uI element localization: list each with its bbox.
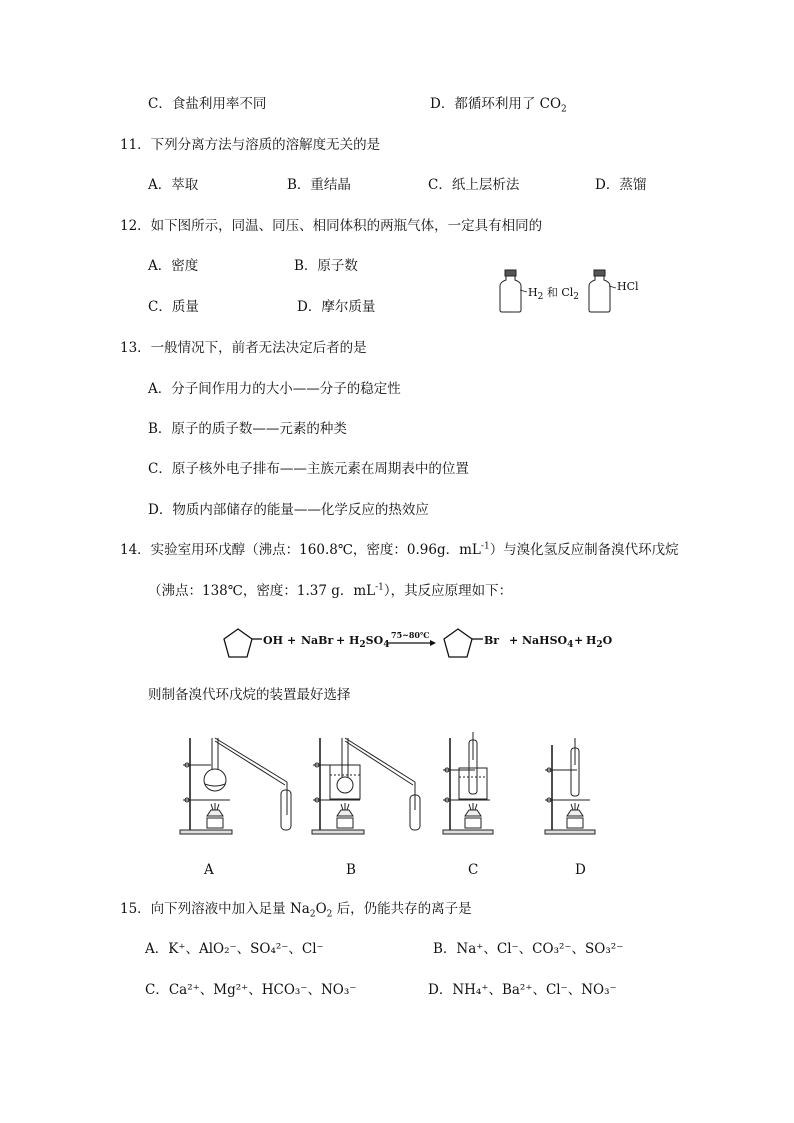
q13-option-c: C．原子核外电子排布——主族元素在周期表中的位置 [148, 461, 469, 477]
rxn-condition: 75~80℃ [391, 630, 430, 640]
rxn-nahso4: NaHSO$_4$ [522, 634, 574, 651]
apparatus-label-b: B [346, 862, 356, 878]
q11-option-a: A．萃取 [148, 177, 199, 193]
apparatus-b [312, 738, 420, 834]
apparatus-d [545, 738, 595, 834]
q11-option-d: D．蒸馏 [595, 177, 647, 193]
rxn-nabr: NaBr [301, 634, 334, 647]
q15-stem: 15．向下列溶液中加入足量 $Na_2O_2$ 后，仍能共存的离子是 [120, 901, 472, 920]
q13-option-b: B．原子的质子数——元素的种类 [148, 421, 347, 437]
rxn-oh: OH [263, 634, 283, 647]
bottle1-label: $H_2$ 和 $Cl_2$ [528, 286, 579, 303]
rxn-plus-1: + [287, 634, 297, 647]
apparatus-a [180, 738, 291, 834]
q14-stem-line1: 14．实验室用环戊醇（沸点：160.8℃，密度：0.96g．$mL^{-1}$）与溴化氢反应制备溴代环戊烷 [120, 541, 679, 558]
q15-option-b: B．Na⁺、Cl⁻、CO₃²⁻、SO₃²⁻ [433, 941, 624, 957]
q12-option-b: B．原子数 [294, 258, 358, 274]
q15-option-c: C．Ca²⁺、Mg²⁺、HCO₃⁻、NO₃⁻ [145, 982, 357, 998]
q11-stem: 11．下列分离方法与溶质的溶解度无关的是 [120, 137, 381, 153]
q12-option-c: C．质量 [148, 299, 199, 315]
bottle-h2-cl2 [500, 270, 521, 312]
bromocyclopentane-ring-icon [440, 625, 490, 665]
q14-stem-line2: （沸点：138℃，密度：1.37 g．$mL^{-1}$），其反应原理如下： [148, 582, 513, 599]
apparatus-c [443, 732, 493, 834]
reaction-arrow-icon [386, 638, 436, 648]
q11-option-b: B．重结晶 [287, 177, 351, 193]
q12-option-a: A．密度 [148, 258, 199, 274]
q13-option-a: A．分子间作用力的大小——分子的稳定性 [148, 381, 401, 397]
q13-option-d: D．物质内部储存的能量——化学反应的热效应 [148, 502, 429, 518]
q13-stem: 13．一般情况下，前者无法决定后者的是 [120, 340, 367, 356]
rxn-plus-3: + [509, 634, 519, 647]
q10-option-d: D．都循环利用了 $CO_2$ [430, 96, 567, 115]
q12-stem: 12．如下图所示，同温、同压、相同体积的两瓶气体，一定具有相同的 [120, 218, 543, 234]
rxn-plus-4: + [574, 634, 584, 647]
rxn-br: Br [484, 634, 500, 647]
q10-option-c: C．食盐利用率不同 [148, 96, 267, 112]
apparatus-label-a: A [204, 862, 214, 878]
q15-option-d: D．NH₄⁺、Ba²⁺、Cl⁻、NO₃⁻ [428, 982, 617, 998]
apparatus-label-d: D [575, 862, 586, 878]
bottle2-label: HCl [617, 280, 639, 293]
q15-option-a: A．K⁺、AlO₂⁻、SO₄²⁻、Cl⁻ [145, 941, 324, 957]
apparatus-label-c: C [468, 862, 479, 878]
rxn-h2so4: $H_2SO_4$ [349, 634, 390, 651]
q14-prompt: 则制备溴代环戊烷的装置最好选择 [148, 687, 351, 703]
rxn-plus-2: + [336, 634, 346, 647]
q12-option-d: D．摩尔质量 [297, 299, 376, 315]
apparatus-figure [175, 730, 625, 840]
q11-option-c: C．纸上层析法 [428, 177, 520, 193]
rxn-h2o: $H_2O$ [586, 634, 613, 651]
bottle-hcl [589, 270, 610, 312]
